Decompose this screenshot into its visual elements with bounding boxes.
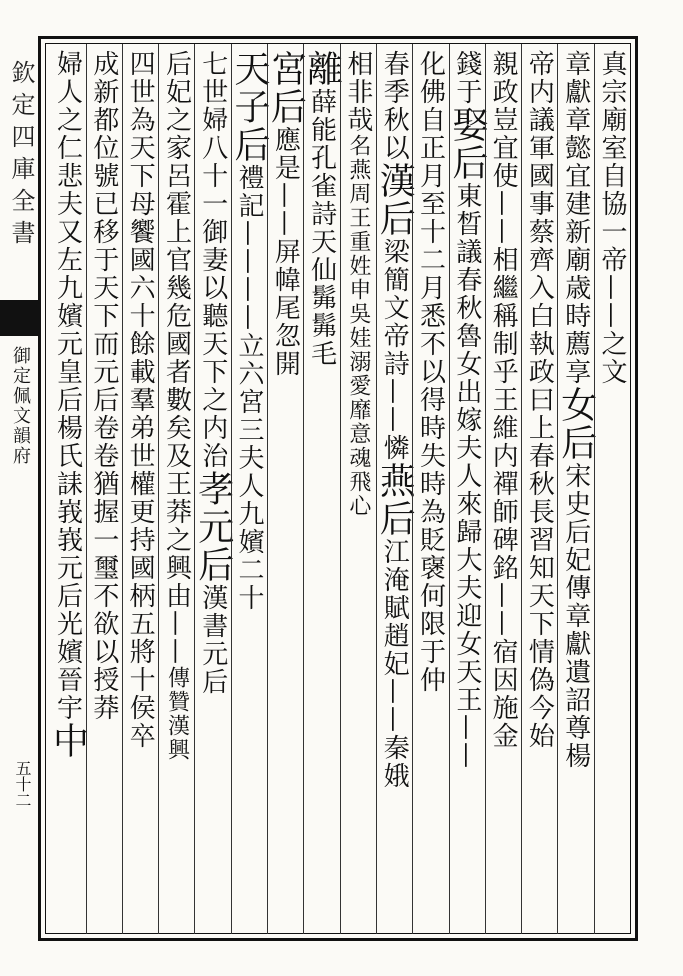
column-text: 應是——屏幃尾忽開 xyxy=(270,126,301,378)
column-text: 錢于 xyxy=(451,50,482,106)
text-column xyxy=(265,44,307,934)
text-columns xyxy=(48,44,630,934)
text-column xyxy=(122,44,158,934)
text-column xyxy=(47,44,89,934)
entry-heading: 女后 xyxy=(555,386,597,462)
text-column xyxy=(446,44,488,934)
book-title: 御定佩文韻府 xyxy=(10,346,31,466)
entry-heading: 中 xyxy=(47,722,89,760)
fishtail-mark xyxy=(0,300,38,336)
text-column xyxy=(229,44,271,934)
page-number: 五十二 xyxy=(13,760,32,808)
text-column xyxy=(86,44,122,934)
column-text: 春季秋以 xyxy=(379,50,410,162)
column-text: 漢書元后 xyxy=(197,584,228,696)
column-text: 名燕周王重姓申 xyxy=(345,134,371,302)
entry-heading: 孝元后 xyxy=(192,470,234,584)
entry-heading: 離 xyxy=(301,50,343,88)
column-text: 后妃之家呂霍上官幾危國者數矣及王莽之興由—— xyxy=(161,50,192,666)
column-text: 婦人之仁悲夫又左九嬪元皇后楊氏誄峩峩元后光嬪晉宇 xyxy=(52,50,83,722)
column-text: 江淹賦趙妃——秦娥 xyxy=(379,538,410,790)
column-text: 傳贊漢興 xyxy=(164,666,190,762)
column-text: 禮記————立六宮三夫人九嬪二十 xyxy=(234,164,265,612)
column-text: 薛能孔雀詩天仙髴髴毛 xyxy=(306,88,337,368)
column-text: 自正月至十二月悉不以得時失時為貶襃何限于仲 xyxy=(415,106,446,694)
column-text: 吳娃溺愛靡意魂飛心 xyxy=(345,302,371,518)
text-column xyxy=(374,44,416,934)
entry-heading: 漢后 xyxy=(374,162,416,238)
text-column xyxy=(158,44,194,934)
column-text: 相非哉 xyxy=(342,50,373,134)
column-text: 宋史后妃傳章獻遺詔尊楊 xyxy=(560,462,591,770)
text-column xyxy=(485,44,521,934)
column-text: 帝内議軍國事蔡齊入白執政曰上春秋長習知天下情偽今始 xyxy=(524,50,555,750)
column-text: 四世為天下母饗國六十餘載羣弟世權更持國柄五將十侯卒 xyxy=(125,50,156,750)
entry-heading: 宮后 xyxy=(265,50,307,126)
text-column xyxy=(521,44,557,934)
column-text: 成新都位號已移于天下而元后卷卷猶握一璽不欲以授莽 xyxy=(88,50,119,722)
column-text: 真宗廟室自協一帝——之文 xyxy=(597,50,627,386)
text-column xyxy=(340,44,376,934)
column-text: 東晳議春秋魯女出嫁夫人來歸大夫迎女天王—— xyxy=(451,182,482,770)
column-text: 親政豈宜使——相繼稱制乎王維内禪師碑銘——宿因施金 xyxy=(488,50,519,750)
text-column xyxy=(594,44,630,934)
text-column xyxy=(192,44,234,934)
column-text: 章獻章懿宜建新廟歳時薦享 xyxy=(560,50,591,386)
column-text: 化佛 xyxy=(415,50,446,106)
column-text: 七世婦八十一御妻以聽天下之内治 xyxy=(197,50,228,470)
entry-heading: 天子后 xyxy=(229,50,271,164)
running-title: 欽定四庫全書 xyxy=(7,60,35,252)
text-column xyxy=(301,44,343,934)
text-column xyxy=(412,44,448,934)
column-text: 梁簡文帝詩——憐 xyxy=(379,238,410,462)
entry-heading: 娶后 xyxy=(446,106,488,182)
text-column xyxy=(555,44,597,934)
entry-heading: 燕后 xyxy=(374,462,416,538)
